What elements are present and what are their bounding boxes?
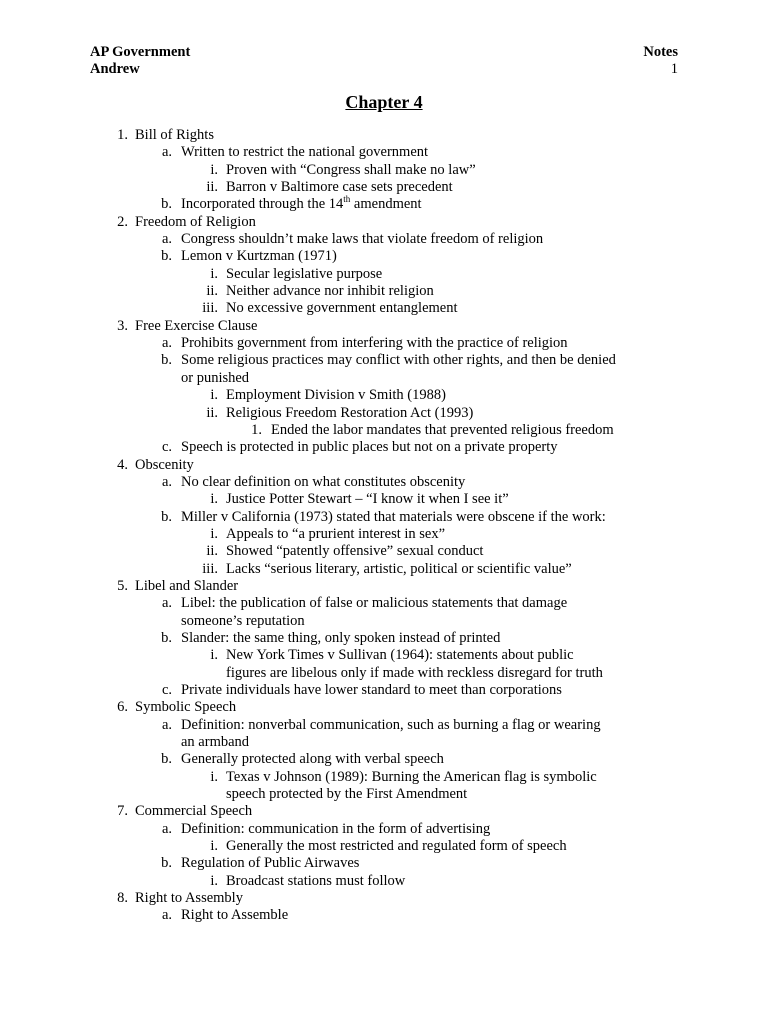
outline-text: Congress shouldn’t make laws that violate freedom of religion (181, 231, 544, 248)
outline-marker: i. (210, 387, 218, 404)
outline-marker: iii. (202, 560, 218, 577)
outline-marker: 1. (251, 421, 262, 438)
outline-text: someone’s reputation (181, 612, 305, 629)
outline-marker: i. (210, 872, 218, 889)
outline-item (0, 387, 768, 404)
outline-text: Prohibits government from interfering with the practice of religion (181, 335, 568, 352)
outline-marker: c. (161, 439, 172, 456)
outline-marker: a. (161, 820, 172, 837)
outline-item (0, 509, 768, 526)
outline-text: Right to Assembly (135, 890, 243, 907)
outline-text: Ended the labor mandates that prevented religious freedom (271, 421, 614, 438)
outline-item (0, 214, 768, 231)
outline-text: Texas v Johnson (1989): Burning the American flag is symbolic (226, 768, 597, 785)
outline-item (0, 318, 768, 335)
outline-marker: 3. (117, 317, 128, 334)
outline-text: Obscenity (135, 456, 194, 473)
outline-item (0, 457, 768, 474)
outline-marker: a. (161, 473, 172, 490)
outline-item (0, 838, 768, 855)
outline-marker: b. (161, 508, 172, 525)
outline-text: Appeals to “a prurient interest in sex” (226, 525, 446, 542)
outline-item (0, 890, 768, 907)
outline-marker: 6. (117, 699, 128, 716)
outline-marker: 7. (117, 803, 128, 820)
outline-marker: i. (210, 161, 218, 178)
outline-item (0, 751, 768, 768)
outline-marker: a. (161, 907, 172, 924)
outline-text: Some religious practices may conflict with other rights, and then be denied (181, 352, 616, 369)
outline-item (0, 231, 768, 248)
outline-item (0, 248, 768, 265)
outline-marker: 8. (117, 890, 128, 907)
outline-marker: b. (161, 196, 172, 213)
outline-item (0, 578, 768, 595)
outline-item (0, 193, 768, 213)
outline-text: Secular legislative purpose (226, 265, 383, 282)
page-header (90, 44, 678, 78)
outline-text: New York Times v Sullivan (1964): statements about public (226, 647, 574, 664)
outline-item (0, 803, 768, 820)
outline-text: Speech is protected in public places but not on a private property (181, 439, 558, 456)
outline-text: Incorporated through the 14th amendment (181, 193, 422, 213)
outline-marker: a. (161, 335, 172, 352)
outline-item (0, 422, 768, 439)
outline-marker: ii. (206, 543, 218, 560)
outline-text: Miller v California (1973) stated that materials were obscene if the work: (181, 508, 606, 525)
outline-text: Justice Potter Stewart – “I know it when I see it” (226, 491, 509, 508)
outline-item (0, 907, 768, 924)
outline-text: Definition: nonverbal communication, such as burning a flag or wearing (181, 716, 601, 733)
outline-marker: i. (210, 647, 218, 664)
outline-marker: i. (210, 768, 218, 785)
outline-text: Bill of Rights (135, 127, 214, 143)
outline-marker: 1. (117, 127, 128, 143)
outline-text: speech protected by the First Amendment (226, 786, 468, 803)
outline-text: Employment Division v Smith (1988) (226, 387, 446, 404)
outline-item (0, 647, 768, 664)
outline-marker: b. (161, 629, 172, 646)
outline-marker: b. (161, 248, 172, 265)
outline-text: Libel and Slander (135, 577, 239, 594)
author-name: Andrew (90, 61, 140, 77)
outline-text: figures are libelous only if made with reckless disregard for truth (226, 664, 603, 681)
outline-marker: 4. (117, 456, 128, 473)
outline-marker: 5. (117, 577, 128, 594)
superscript: th (343, 193, 351, 204)
outline-text: No clear definition on what constitutes obscenity (181, 473, 466, 490)
outline-text: an armband (181, 734, 250, 751)
outline-text: Generally the most restricted and regulated form of speech (226, 838, 567, 855)
outline-marker: i. (210, 491, 218, 508)
outline-item (0, 127, 768, 144)
outline-item (0, 266, 768, 283)
outline-marker: b. (161, 855, 172, 872)
outline-text: Generally protected along with verbal speech (181, 751, 444, 768)
outline-item (0, 665, 768, 682)
notes-outline (0, 127, 768, 925)
outline-item (0, 179, 768, 196)
outline-item (0, 873, 768, 890)
outline-marker: iii. (202, 300, 218, 317)
outline-item (0, 717, 768, 734)
outline-text: Slander: the same thing, only spoken instead of printed (181, 629, 501, 646)
outline-marker: a. (161, 716, 172, 733)
outline-text: Neither advance nor inhibit religion (226, 283, 434, 300)
outline-text: Written to restrict the national government (181, 144, 429, 161)
outline-text: Showed “patently offensive” sexual conduct (226, 543, 484, 560)
outline-item (0, 613, 768, 630)
outline-item (0, 439, 768, 456)
document-type: Notes (643, 44, 678, 60)
outline-item (0, 370, 768, 387)
outline-marker: a. (161, 144, 172, 161)
outline-text: Symbolic Speech (135, 699, 237, 716)
outline-item (0, 352, 768, 369)
outline-text: Libel: the publication of false or malicious statements that damage (181, 595, 568, 612)
outline-marker: a. (161, 595, 172, 612)
outline-text: Right to Assemble (181, 907, 289, 924)
outline-marker: b. (161, 751, 172, 768)
outline-text: Lemon v Kurtzman (1971) (181, 248, 337, 265)
outline-marker: 2. (117, 213, 128, 230)
outline-marker: ii. (206, 283, 218, 300)
outline-item (0, 491, 768, 508)
outline-text: Definition: communication in the form of advertising (181, 820, 491, 837)
outline-item (0, 162, 768, 179)
outline-item (0, 405, 768, 422)
outline-text: Barron v Baltimore case sets precedent (226, 179, 453, 196)
outline-text: No excessive government entanglement (226, 300, 458, 317)
outline-item (0, 682, 768, 699)
outline-marker: a. (161, 231, 172, 248)
outline-marker: i. (210, 525, 218, 542)
outline-item (0, 474, 768, 491)
outline-item (0, 543, 768, 560)
outline-marker: i. (210, 265, 218, 282)
outline-text: Free Exercise Clause (135, 317, 258, 334)
outline-item (0, 526, 768, 543)
outline-item (0, 821, 768, 838)
outline-marker: c. (161, 682, 172, 698)
outline-item (0, 144, 768, 161)
outline-text: Lacks “serious literary, artistic, political or scientific value” (226, 560, 572, 577)
outline-text: Freedom of Religion (135, 213, 256, 230)
outline-text: Proven with “Congress shall make no law” (226, 161, 476, 178)
outline-item (0, 283, 768, 300)
outline-item (0, 855, 768, 872)
outline-text: Broadcast stations must follow (226, 872, 406, 889)
outline-text: Private individuals have lower standard to meet than corporations (181, 682, 562, 698)
outline-item (0, 300, 768, 317)
course-name: AP Government (90, 44, 191, 60)
outline-marker: b. (161, 352, 172, 369)
page-title: Chapter 4 (345, 92, 423, 112)
outline-item (0, 786, 768, 803)
outline-marker: i. (210, 838, 218, 855)
page-number: 1 (670, 61, 678, 77)
outline-text: Commercial Speech (135, 803, 253, 820)
outline-text: or punished (181, 369, 250, 386)
outline-item (0, 561, 768, 578)
outline-item (0, 595, 768, 612)
outline-marker: ii. (206, 179, 218, 196)
outline-text: Regulation of Public Airwaves (181, 855, 360, 872)
outline-item (0, 335, 768, 352)
outline-item (0, 734, 768, 751)
outline-item (0, 630, 768, 647)
outline-item (0, 769, 768, 786)
outline-marker: ii. (206, 404, 218, 421)
outline-item (0, 699, 768, 716)
outline-text: Religious Freedom Restoration Act (1993) (226, 404, 474, 421)
